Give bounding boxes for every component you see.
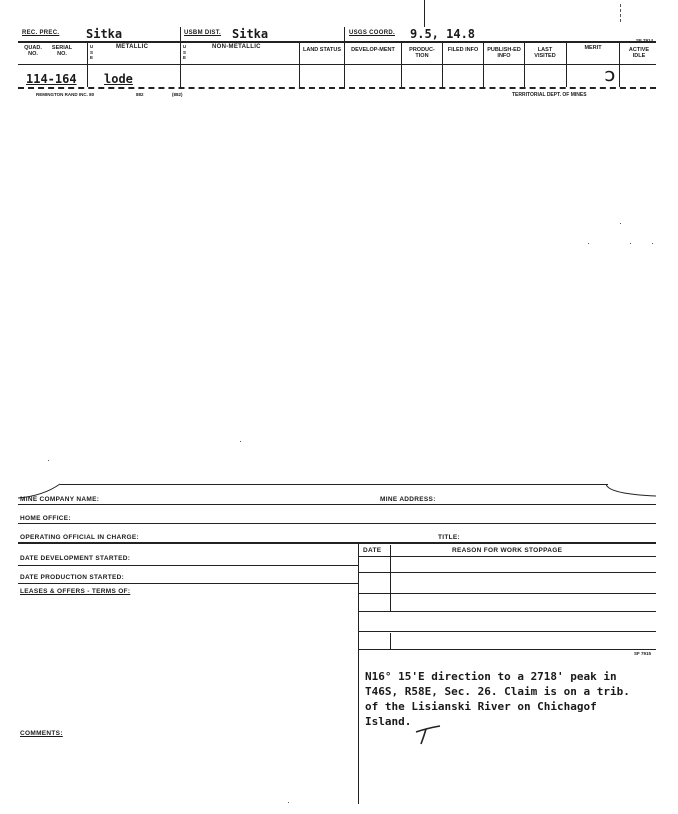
check-mark-icon (414, 724, 444, 746)
production-header: PRODUC-TION (409, 47, 435, 59)
active-idle-mark: Ↄ (605, 69, 615, 85)
title-label: TITLE: (438, 534, 461, 541)
last-visited-header: LAST VISITED (534, 47, 556, 59)
speck (288, 802, 289, 803)
quad-serial-value: 114-164 (26, 72, 77, 86)
rule (18, 64, 656, 65)
rule (18, 87, 656, 89)
rule (358, 572, 656, 573)
metallic-header: METALLIC (116, 44, 149, 50)
rec-prec-value: Sitka (86, 27, 123, 41)
merit-header: MERIT (584, 45, 602, 51)
development-header: DEVELOP-MENT (351, 47, 395, 53)
rule (18, 523, 656, 524)
speck (240, 441, 241, 442)
date-column-header: DATE (363, 547, 382, 554)
department-label: TERRITORIAL DEPT. OF MINES (512, 92, 587, 98)
speck (620, 223, 621, 224)
operating-official-label: OPERATING OFFICIAL IN CHARGE: (20, 534, 139, 541)
note-line-4: Island. (365, 715, 412, 728)
rec-prec-label: REC. PREC. (22, 30, 60, 36)
reason-work-stoppage-header: REASON FOR WORK STOPPAGE (452, 547, 563, 554)
date-development-started-label: DATE DEVELOPMENT STARTED: (20, 555, 131, 562)
mine-company-name-label: MINE COMPANY NAME: (20, 496, 100, 503)
usbm-dist-value: Sitka (232, 27, 269, 41)
use-nonmetallic-header: U S E (182, 44, 187, 60)
printer-code: 882 (136, 92, 144, 97)
mine-address-label: MINE ADDRESS: (380, 496, 436, 503)
rule (18, 504, 656, 505)
rule (358, 593, 656, 594)
usgs-coord-label: USGS COORD. (349, 30, 395, 36)
rule (18, 542, 656, 544)
rule (18, 583, 358, 584)
rule (18, 565, 358, 566)
date-production-started-label: DATE PRODUCTION STARTED: (20, 574, 125, 581)
quad-no-header: QUAD. NO. (24, 45, 42, 57)
printer-code-2: (882) (172, 92, 183, 97)
metallic-value: lode (104, 72, 133, 86)
rule (358, 556, 656, 557)
top-divider-mark (424, 0, 425, 27)
form-number-2: SF 7915 (634, 651, 652, 656)
active-idle-header: ACTIVE IDLE (628, 47, 650, 59)
divider (390, 633, 391, 649)
rule (358, 631, 656, 632)
rule (358, 611, 656, 612)
note-line-1: N16° 15'E direction to a 2718' peak in (365, 670, 617, 683)
rule (18, 41, 656, 43)
filed-info-header: FILED INFO (447, 47, 479, 53)
printer-label: REMINGTON RAND INC. 80 (36, 92, 95, 97)
divider (358, 542, 359, 804)
curl-right (600, 482, 658, 500)
published-info-header: PUBLISH-ED INFO (487, 47, 521, 59)
comments-label: COMMENTS: (20, 730, 63, 737)
rule (60, 484, 608, 485)
leases-offers-label: LEASES & OFFERS - TERMS OF: (20, 588, 131, 595)
home-office-label: HOME OFFICE: (20, 515, 71, 522)
non-metallic-header: NON-METALLIC (212, 44, 261, 50)
divider (390, 545, 391, 611)
note-line-2: T46S, R58E, Sec. 26. Claim is on a trib. (365, 685, 630, 698)
speck (588, 243, 589, 244)
usgs-coord-value: 9.5, 14.8 (410, 27, 476, 41)
form-number: SF 7914 (636, 38, 654, 43)
speck (630, 243, 631, 244)
note-line-3: of the Lisianski River on Chichagof (365, 700, 597, 713)
speck (48, 460, 49, 461)
divider (180, 27, 181, 87)
use-metallic-header: U S E (89, 44, 94, 60)
top-right-mark (620, 4, 621, 22)
speck (652, 243, 653, 244)
rule (358, 649, 656, 650)
land-status-header: LAND STATUS (303, 47, 341, 53)
divider (344, 27, 345, 87)
serial-no-header: SERIAL NO. (51, 45, 73, 57)
usbm-dist-label: USBM DIST. (184, 30, 222, 36)
